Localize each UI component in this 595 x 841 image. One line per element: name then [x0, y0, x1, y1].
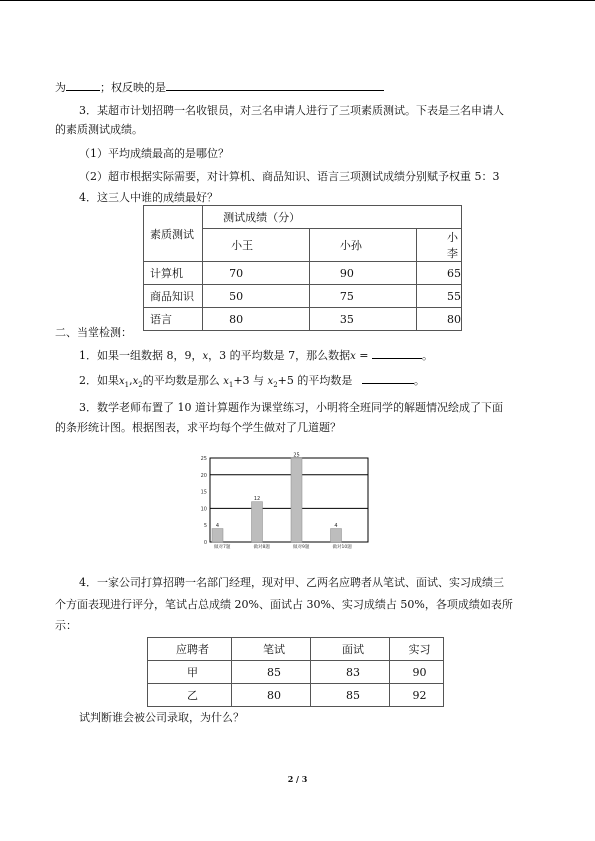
table-row: 商品知识 50 75 55	[144, 285, 462, 308]
table-header: 面试	[311, 638, 390, 661]
table-row: 计算机 70 90 65	[144, 262, 462, 285]
answer-blank[interactable]	[166, 79, 384, 91]
table-header: 素质测试	[144, 206, 203, 262]
bar	[291, 458, 302, 542]
table-header: 小李	[417, 229, 462, 262]
table-header: 实习	[390, 638, 444, 661]
data-label: 4	[215, 523, 220, 530]
data-label: 12	[253, 496, 261, 503]
check-question-1: 1．如果一组数据 8，9，x，3 的平均数是 7，那么数据x = 。	[79, 349, 433, 362]
y-tick-label: 20	[200, 472, 207, 479]
data-label: 4	[334, 523, 338, 530]
x-tick-label: 做对9题	[293, 545, 310, 550]
page-number: 2 / 3	[287, 774, 308, 784]
bar	[331, 529, 342, 542]
table-row: 语言 80 35 80	[144, 308, 462, 331]
bar-chart	[196, 452, 374, 556]
y-tick-label: 10	[200, 506, 207, 513]
x-tick-label: 做对7题	[214, 545, 231, 550]
question-4b-line3: 示：	[55, 619, 77, 632]
check-question-2: 2．如果$x_1,x_2$的平均数是那么 $x_1+3$ 与 $x_2+5$ 的平均数是 。	[79, 374, 425, 390]
answer-blank[interactable]	[372, 347, 422, 359]
table-row: 乙 80 85 92	[148, 684, 444, 707]
plot-frame	[210, 458, 368, 542]
fill-in-line: 为 ；权反映的是	[55, 79, 384, 95]
answer-blank[interactable]	[362, 372, 414, 384]
header-rule	[0, 0, 595, 1]
question-3-line2: 的素质测试成绩。	[55, 123, 143, 136]
y-tick-label: 5	[203, 523, 207, 530]
question-4-line: 4．这三人中谁的成绩最好？	[79, 191, 218, 204]
bar	[252, 502, 263, 542]
x-tick-label: 做对10题	[332, 545, 352, 550]
question-4b-line2: 个方面表现进行评分，笔试占总成绩 20%、面试占 30%、实习成绩占 50%，各项成绩如表所	[55, 598, 513, 611]
table-header: 小孙	[309, 229, 416, 262]
question-4b-line1: 4．一家公司打算招聘一名部门经理，现对甲、乙两名应聘者从笔试、面试、实习成绩三	[79, 576, 504, 589]
table-row: 甲 85 83 90	[148, 661, 444, 684]
table-header: 应聘者	[148, 638, 232, 661]
answer-blank[interactable]	[66, 79, 100, 91]
table-header: 测试成绩（分）	[203, 206, 462, 229]
score-table	[143, 205, 462, 331]
table-header: 小王	[203, 229, 310, 262]
section-title: 二、当堂检测：	[55, 326, 132, 339]
y-tick-label: 15	[200, 489, 207, 496]
bar	[212, 529, 223, 542]
question-3-sub2: （2）超市根据实际需要，对计算机、商品知识、语言三项测试成绩分别赋予权重 5：3	[79, 170, 500, 183]
data-label: 25	[293, 452, 300, 459]
y-tick-label: 0	[203, 540, 207, 546]
check-question-3-line1: 3．数学老师布置了 10 道计算题作为课堂练习，小明将全班同学的解题情况绘成了下面	[79, 401, 503, 414]
applicant-table	[147, 637, 444, 707]
table-header: 笔试	[232, 638, 311, 661]
question-3-line1: 3．某超市计划招聘一名收银员，对三名申请人进行了三项素质测试。下表是三名申请人	[79, 104, 504, 117]
x-tick-label: 做对8题	[253, 545, 270, 550]
question-4b-prompt: 试判断谁会被公司录取，为什么？	[79, 711, 244, 724]
y-tick-label: 25	[200, 456, 207, 462]
question-3-sub1: （1）平均成绩最高的是哪位？	[79, 147, 229, 160]
check-question-3-line2: 的条形统计图。根据图表，求平均每个学生做对了几道题？	[55, 421, 341, 434]
